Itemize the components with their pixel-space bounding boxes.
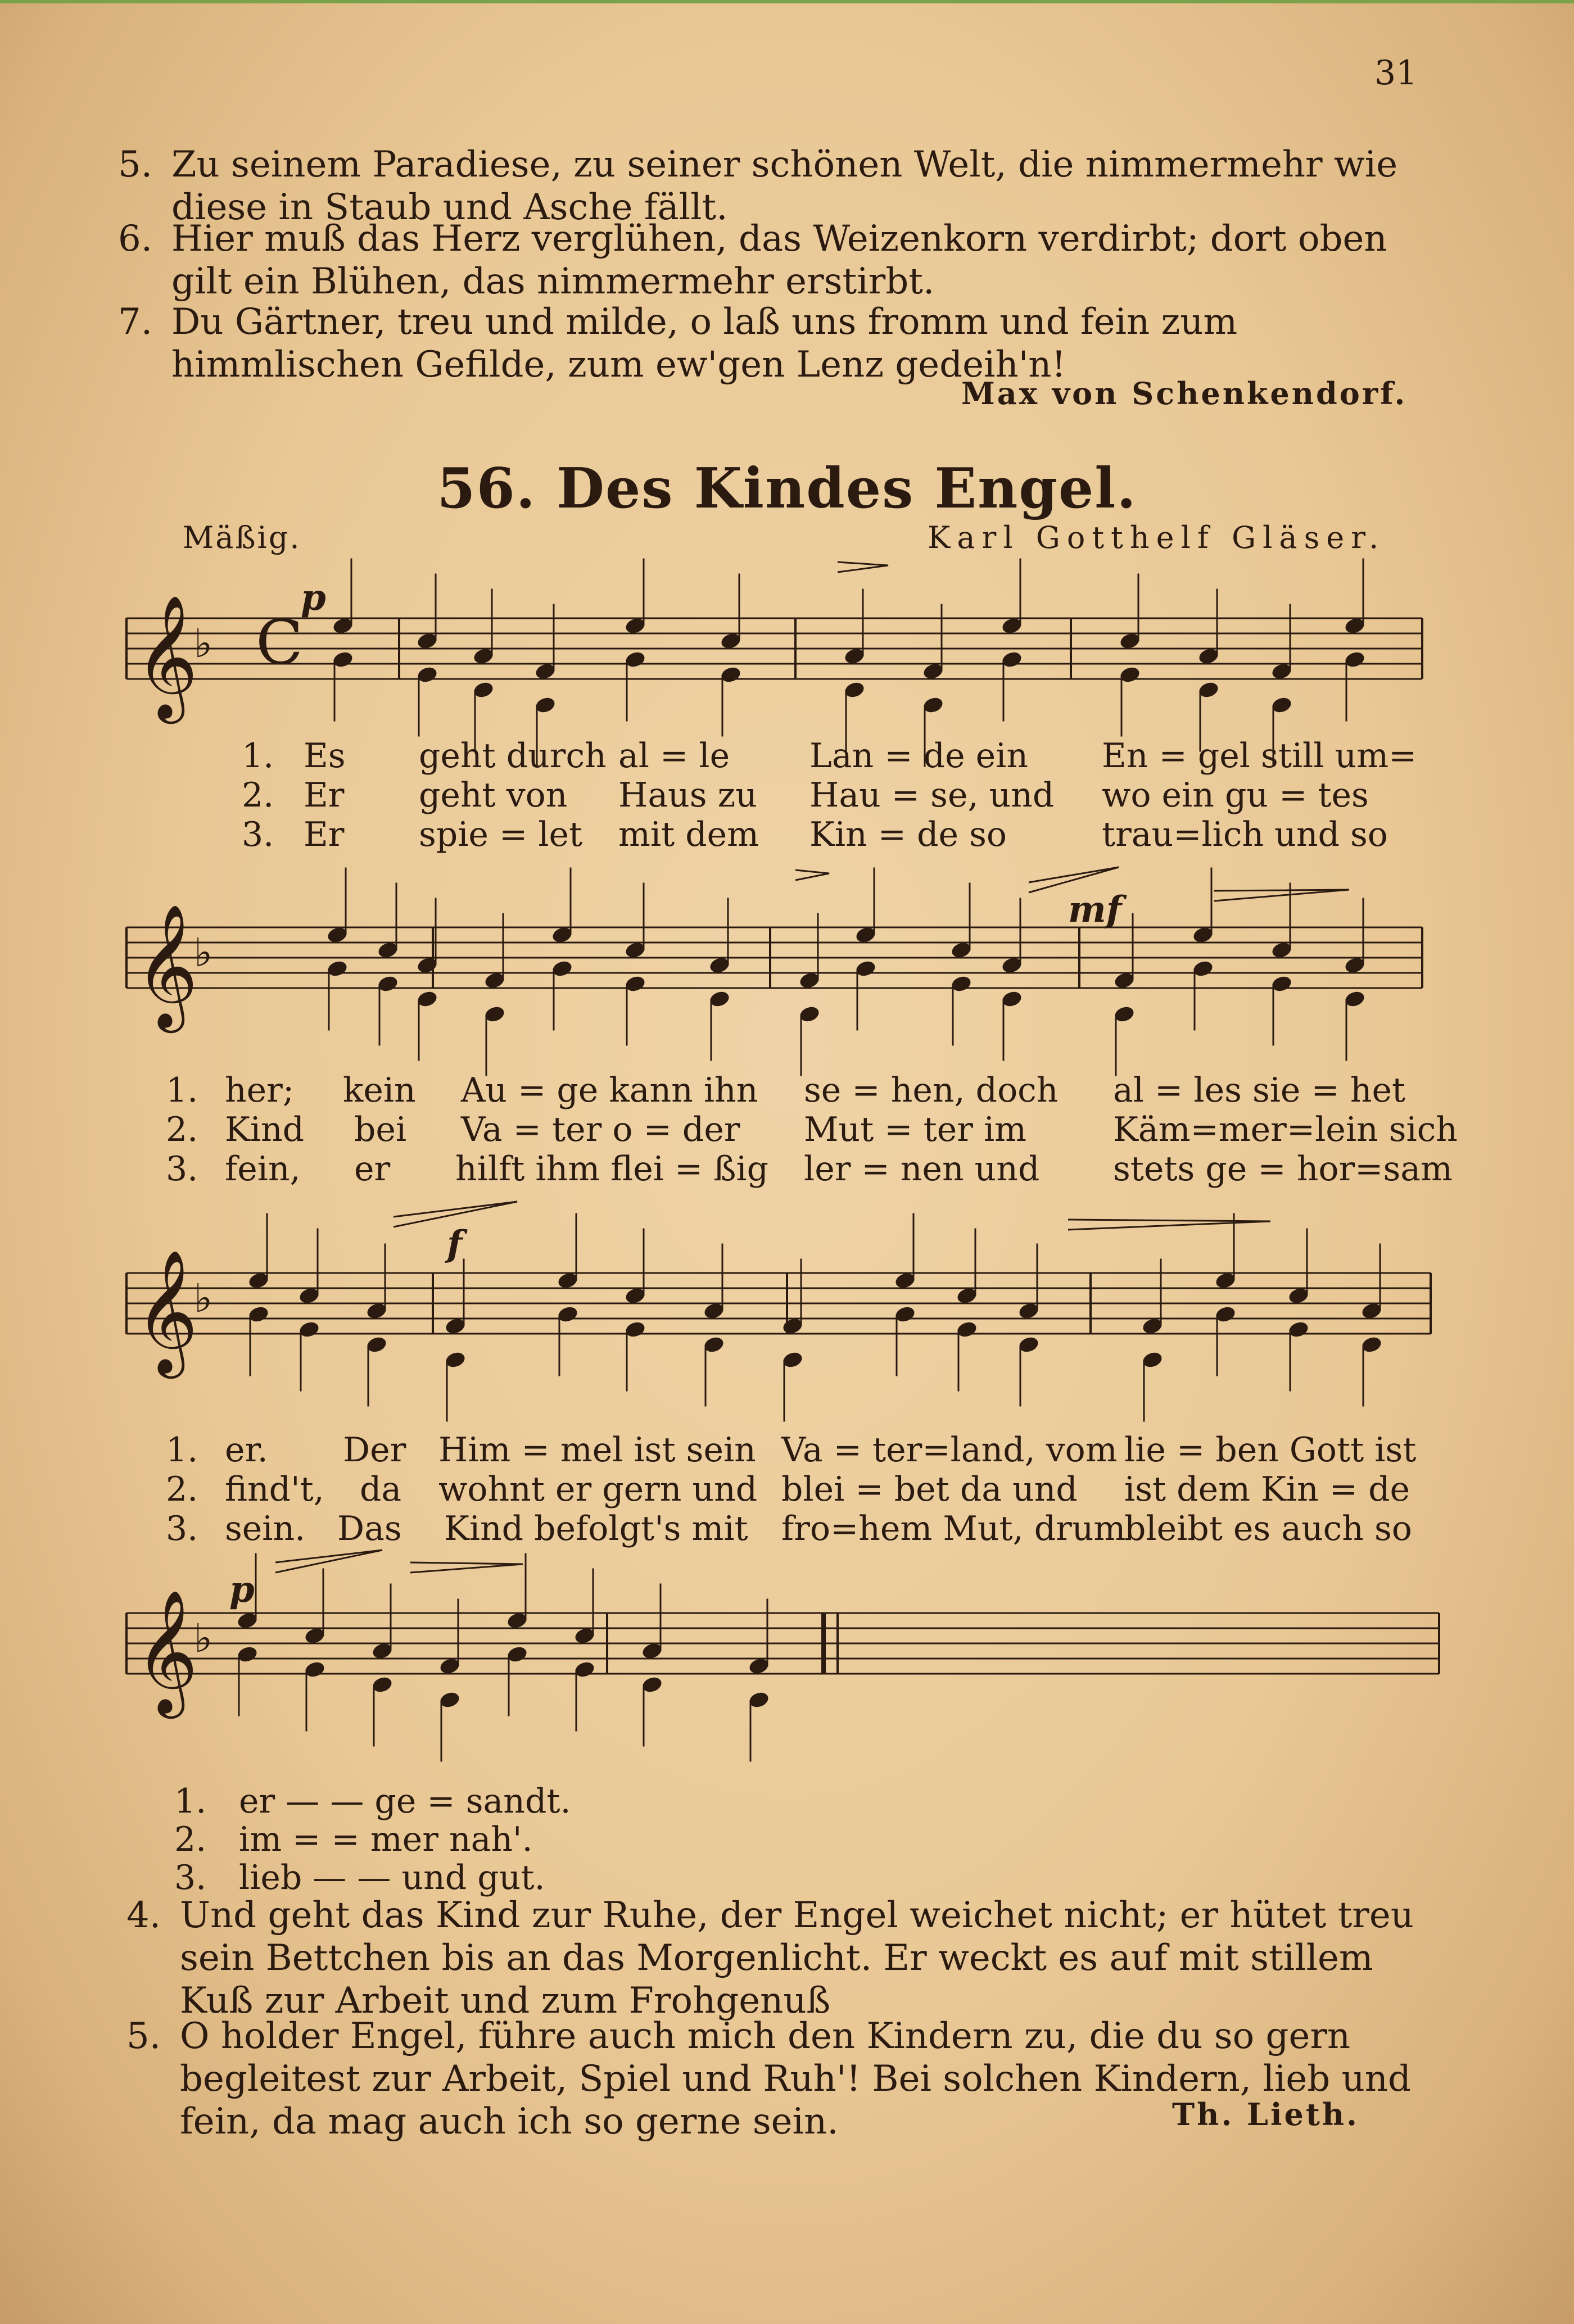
prev-author: Max von Schenkendorf.: [961, 375, 1408, 411]
verse-number: 5.: [126, 2015, 161, 2057]
flat-sign: ♭: [194, 1615, 213, 1661]
lyric: find't,: [225, 1470, 324, 1509]
lyric: lieb — — und gut.: [239, 1858, 545, 1897]
lyric: Käm=mer=lein sich: [1113, 1110, 1458, 1149]
lyric: er: [354, 1149, 391, 1189]
verse-number: 5.: [118, 144, 153, 185]
decrescendo-hairpin: [1068, 1220, 1270, 1230]
lyric: er.: [225, 1430, 268, 1470]
lyric: Kin = de so: [809, 815, 1007, 854]
decrescendo-hairpin: [1214, 890, 1349, 901]
verse-number: 4.: [126, 1895, 161, 1936]
lyric: blei = bet da und: [781, 1470, 1078, 1509]
lyric-number: 2.: [242, 776, 274, 815]
lyric: Kind befolgt's mit: [444, 1509, 748, 1548]
dynamic-marking: f: [447, 1223, 463, 1265]
crescendo-hairpin: [275, 1550, 382, 1573]
lyric: Es: [304, 736, 346, 776]
composer: Karl Gotthelf Gläser.: [928, 520, 1386, 555]
verse-text: Hier muß das Herz verglühen, das Weizenkorn verdirbt; dort oben gilt ein Blühen, das nimmermehr erstirbt.: [171, 218, 1387, 302]
lyric: Va = ter o = der: [461, 1110, 740, 1149]
dynamic-marking: p: [229, 1569, 255, 1611]
treble-clef: 𝄞: [135, 1249, 198, 1373]
lyric-number: 2.: [174, 1820, 207, 1859]
lyric: bei: [354, 1110, 407, 1149]
lyric: stets ge = hor=sam: [1113, 1149, 1453, 1189]
lyric-number: 3.: [166, 1149, 198, 1189]
lyric: da: [360, 1470, 402, 1509]
lyric: al = les sie = het: [1113, 1071, 1406, 1110]
lyric: kein: [343, 1071, 416, 1110]
lyric: sein.: [225, 1509, 306, 1548]
lyric: fro=hem Mut, drum: [781, 1509, 1126, 1548]
lyric-number: 1.: [174, 1782, 207, 1821]
lyric: mit dem: [618, 815, 759, 854]
verse-text: Zu seinem Paradiese, zu seiner schönen Welt, die nimmermehr wie diese in Staub und Asche fällt.: [171, 144, 1398, 228]
lyric: Him = mel ist sein: [438, 1430, 756, 1470]
verse-number: 6.: [118, 218, 153, 260]
lyric: Er: [304, 815, 345, 854]
verse-number: 7.: [118, 301, 153, 343]
lyric: lie = ben Gott ist: [1124, 1430, 1417, 1470]
lyric-number: 3.: [166, 1509, 198, 1548]
lyric: hilft ihm flei = ßig: [455, 1149, 769, 1189]
lyric-number: 3.: [174, 1858, 207, 1897]
lyric: Va = ter=land, vom: [781, 1430, 1118, 1470]
lyric: al = le: [618, 736, 730, 776]
accent-mark: [795, 870, 829, 880]
lyric-number: 1.: [242, 736, 274, 776]
verse-text: Und geht das Kind zur Ruhe, der Engel weichet nicht; er hütet treu sein Bettchen bis an das Morgenlicht. Er weckt es auf mit stillem Kuß zur Arbeit und zum Frohgenuß: [180, 1895, 1414, 2022]
verse-text: Du Gärtner, treu und milde, o laß uns fromm und fein zum himmlischen Gefilde, zum ew'gen Lenz gedeih'n!: [171, 301, 1238, 386]
lyric: se = hen, doch: [804, 1071, 1059, 1110]
accent-mark: [838, 562, 888, 572]
lyric: Das: [337, 1509, 402, 1548]
lyric: im = = mer nah'.: [239, 1820, 533, 1859]
lyric: Haus zu: [618, 776, 757, 815]
song-verse-4: [126, 1894, 1445, 2022]
lyric: fein,: [225, 1149, 301, 1189]
song-author: Th. Lieth.: [1172, 2096, 1359, 2132]
lyric: Au = ge kann ihn: [461, 1071, 758, 1110]
verse-text: O holder Engel, führe auch mich den Kindern zu, die du so gern begleitest zur Arbeit, Spiel und Ruh'! Bei solchen Kindern, lieb und fein, da mag auch ich so gerne sein.: [180, 2015, 1411, 2142]
treble-clef: 𝄞: [135, 1589, 198, 1713]
lyric: spie = let: [419, 815, 583, 854]
lyric: bleibt es auch so: [1124, 1509, 1412, 1548]
lyric-number: 3.: [242, 815, 274, 854]
lyric-number: 1.: [166, 1071, 198, 1110]
lyric-number: 2.: [166, 1470, 198, 1509]
flat-sign: ♭: [194, 930, 213, 976]
tempo-marking: Mäßig.: [183, 520, 301, 555]
lyric-number: 2.: [166, 1110, 198, 1149]
lyric: geht von: [419, 776, 568, 815]
lyric: wohnt er gern und: [438, 1470, 758, 1509]
dynamic-marking: mf: [1068, 889, 1122, 931]
lyric: Er: [304, 776, 345, 815]
lyric: En = gel still um=: [1102, 736, 1417, 776]
lyric: her;: [225, 1071, 295, 1110]
lyric: Mut = ter im: [804, 1110, 1027, 1149]
treble-clef: 𝄞: [135, 594, 198, 718]
lyric: ler = nen und: [804, 1149, 1040, 1189]
time-signature: C: [256, 606, 304, 678]
flat-sign: ♭: [194, 620, 213, 667]
lyric-number: 1.: [166, 1430, 198, 1470]
treble-clef: 𝄞: [135, 903, 198, 1027]
lyric: Lan = de ein: [809, 736, 1029, 776]
lyric: er — — ge = sandt.: [239, 1782, 571, 1821]
lyric: Der: [343, 1430, 406, 1470]
lyric: wo ein gu = tes: [1102, 776, 1369, 815]
lyric: Hau = se, und: [809, 776, 1055, 815]
lyric: geht durch: [419, 736, 607, 776]
flat-sign: ♭: [194, 1275, 213, 1321]
decrescendo-hairpin: [410, 1562, 523, 1573]
lyric: ist dem Kin = de: [1124, 1470, 1410, 1509]
dynamic-marking: p: [301, 577, 326, 619]
lyric: trau=lich und so: [1102, 815, 1388, 854]
lyric: Kind: [225, 1110, 305, 1149]
song-title: 56. Des Kindes Engel.: [437, 456, 1137, 521]
page-number: 31: [1374, 53, 1418, 93]
